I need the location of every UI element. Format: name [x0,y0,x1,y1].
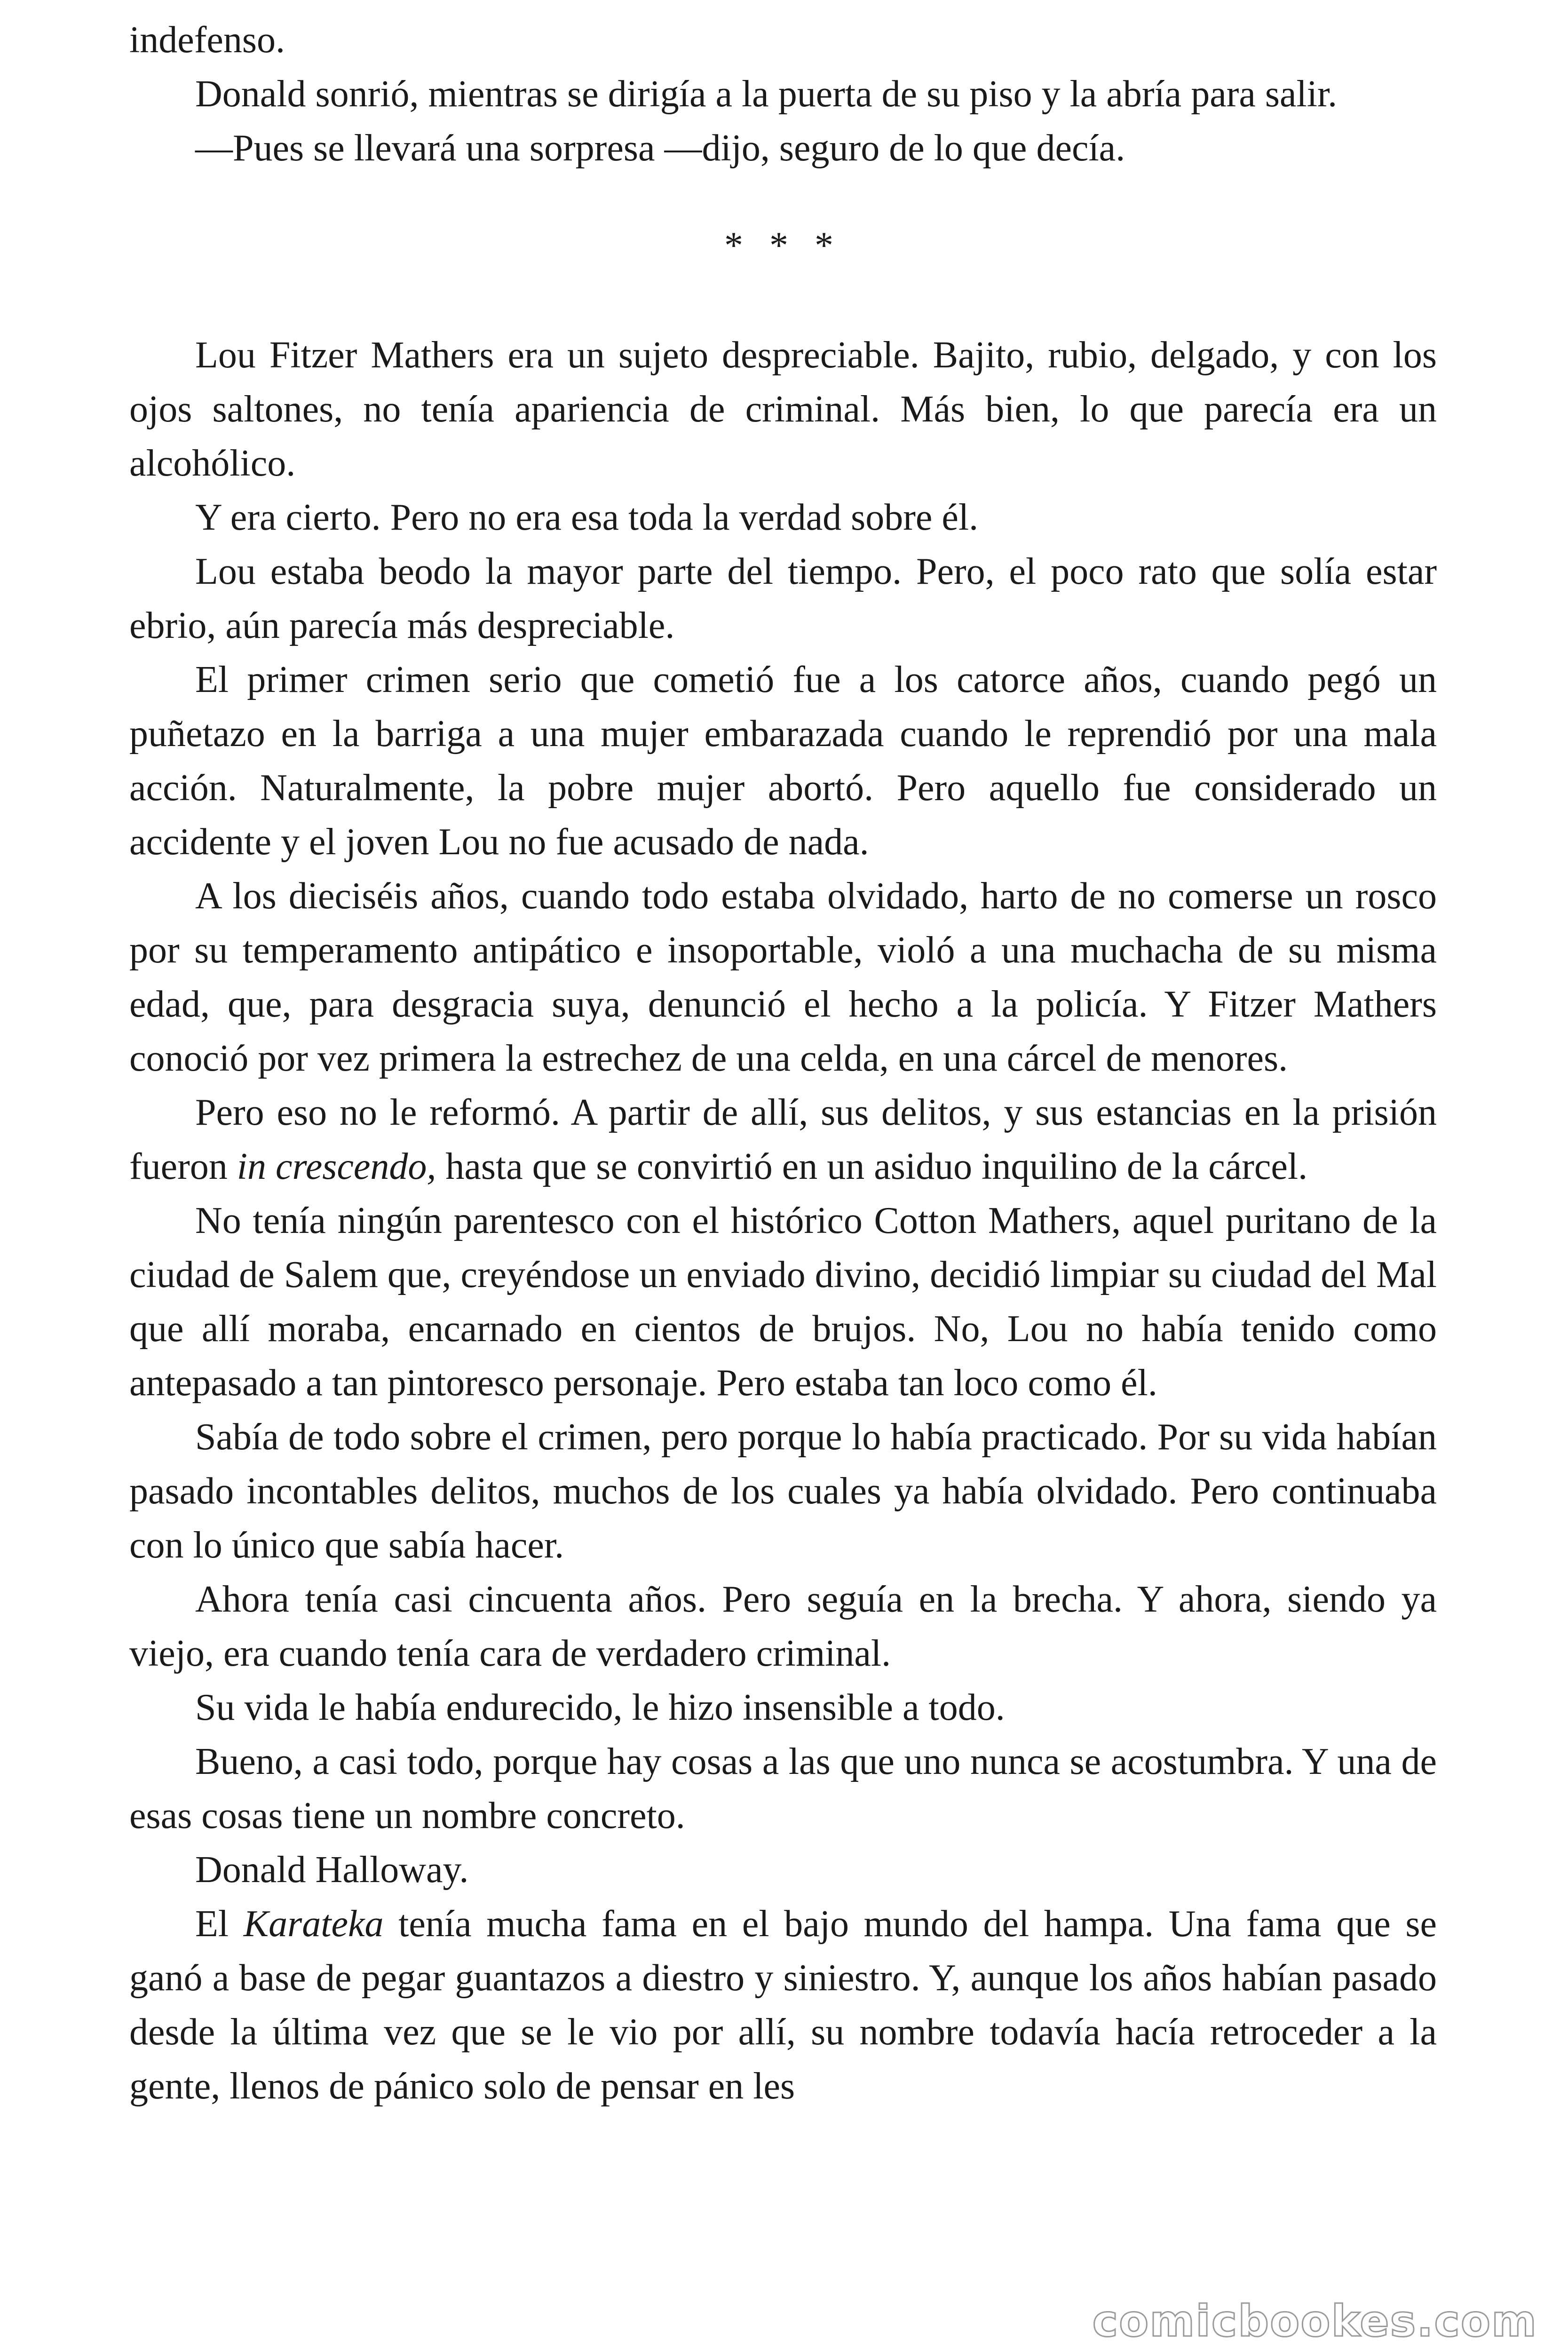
paragraph: Bueno, a casi todo, porque hay cosas a las que uno nunca se acostumbra. Y una de esas cosas tiene un nombre concreto. [129,1741,1437,1836]
text-column [129,13,1437,2114]
site-watermark: comicbookes.com [1092,2296,1537,2346]
paragraph: indefenso. [129,19,285,61]
paragraph: Su vida le había endurecido, le hizo insensible a todo. [195,1687,1005,1728]
paragraph: —Pues se llevará una sorpresa —dijo, seguro de lo que decía. [195,127,1125,169]
section-separator: * * * [724,225,842,266]
paragraph-text: Pero eso no le reformó. A partir de allí, sus delitos, y sus estancias en la prisión fueron [129,1092,1437,1187]
paragraph: A los dieciséis años, cuando todo estaba olvidado, harto de no comerse un rosco por su temperamento antipático e insoportable, violó a una muchacha de su misma edad, que, para desgracia suya, denunció el hecho a la policía. Y Fitzer Mathers conoció por vez primera la estrechez de una celda, en una cárcel de menores. [129,875,1437,1079]
paragraph: Donald sonrió, mientras se dirigía a la puerta de su piso y la abría para salir. [195,73,1338,115]
italic-phrase: Karateka [243,1903,384,1945]
paragraph: No tenía ningún parentesco con el histórico Cotton Mathers, aquel puritano de la ciudad de Salem que, creyéndose un enviado divino, decidió limpiar su ciudad del Mal que allí moraba, encarnado en cientos de brujos. No, Lou no había tenido como antepasado a tan pintoresco personaje. Pero estaba tan loco como él. [129,1200,1437,1404]
italic-phrase: in crescendo, [237,1146,436,1187]
paragraph: Y era cierto. Pero no era esa toda la verdad sobre él. [195,497,979,538]
paragraph [129,1897,1437,2114]
paragraph [129,1086,1437,1194]
paragraph: El primer crimen serio que cometió fue a los catorce años, cuando pegó un puñetazo en la barriga a una mujer embarazada cuando le reprendió por una mala acción. Naturalmente, la pobre mujer abortó. Pero aquello fue considerado un accidente y el joven Lou no fue acusado de nada. [129,659,1437,863]
paragraph: Lou Fitzer Mathers era un sujeto despreciable. Bajito, rubio, delgado, y con los ojos saltones, no tenía apariencia de criminal. Más bien, lo que parecía era un alcohólico. [129,334,1437,484]
paragraph-text: hasta que se convirtió en un asiduo inquilino de la cárcel. [436,1146,1308,1187]
paragraph: Lou estaba beodo la mayor parte del tiempo. Pero, el poco rato que solía estar ebrio, aún parecía más despreciable. [129,551,1437,646]
paragraph: Ahora tenía casi cincuenta años. Pero seguía en la brecha. Y ahora, siendo ya viejo, era cuando tenía cara de verdadero criminal. [129,1579,1437,1674]
paragraph-text: tenía mucha fama en el bajo mundo del hampa. Una fama que se ganó a base de pegar guantazos a diestro y siniestro. Y, aunque los años habían pasado desde la última vez que se le vio por allí, su nombre todavía hacía retroceder a la gente, llenos de pánico solo de pensar en les [129,1903,1437,2107]
paragraph-text: El [195,1903,244,1945]
paragraph: Donald Halloway. [195,1849,469,1891]
paragraph: Sabía de todo sobre el crimen, pero porque lo había practicado. Por su vida habían pasado incontables delitos, muchos de los cuales ya había olvidado. Pero continuaba con lo único que sabía hacer. [129,1416,1437,1566]
